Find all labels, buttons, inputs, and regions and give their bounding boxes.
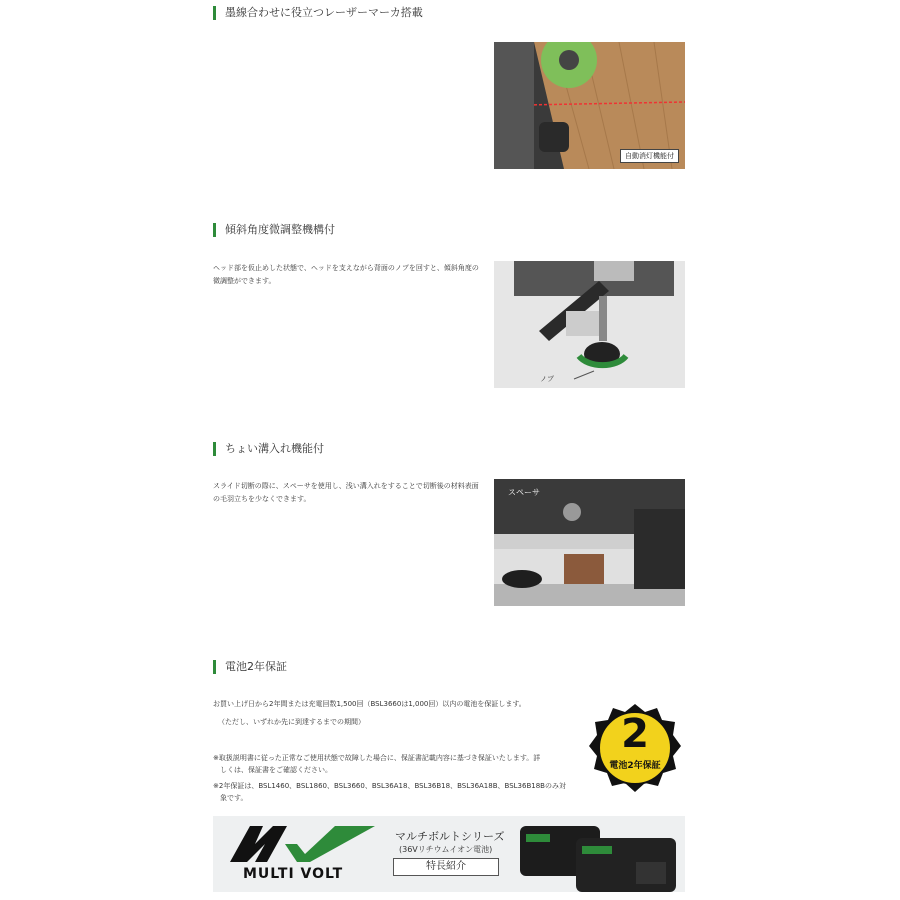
section-3-body: スライド切断の際に、スペーサを使用し、浅い溝入れをすることで切断後の材料表面の毛羽立ちを少なくできます。 (213, 482, 479, 503)
section-2-heading: 傾斜角度微調整機構付 (213, 223, 335, 237)
multi-volt-banner[interactable] (213, 816, 685, 892)
warranty-note-conditions-cont: しくは、保証書をご確認ください。 (220, 766, 332, 774)
section-4-heading: 電池2年保証 (213, 660, 287, 674)
warranty-body: お買い上げ日から2年間または充電回数1,500回（BSL3660は1,000回）以内の電池を保証します。 (213, 700, 526, 708)
battery-icon (516, 818, 684, 892)
section-2-body: ヘッド部を仮止めした状態で、ヘッドを支えながら背面のノブを回すと、傾斜角度の微調整ができます。 (213, 264, 479, 285)
warranty-note-models: ※2年保証は、BSL1460、BSL1860、BSL3660、BSL36A18、BSL36B18、BSL36A18B、BSL36B18Bのみ対 (213, 782, 566, 790)
warranty-note-period: （ただし、いずれか先に到達するまでの期間） (218, 718, 365, 726)
badge-number: 2 (621, 711, 649, 757)
banner-series-title: マルチボルトシリーズ (395, 830, 505, 843)
multi-volt-logo-icon (225, 824, 380, 864)
photo-caption-knob: ノブ (540, 375, 554, 383)
groove-cut-photo (494, 479, 685, 606)
photo-caption-spacer: スペーサ (508, 488, 540, 497)
banner-subtitle: (36Vリチウムイオン電池) (399, 845, 493, 854)
warranty-note-conditions: ※取扱説明書に従った正常なご使用状態で故障した場合に、保証書記載内容に基づき保証いたします。詳 (213, 754, 541, 762)
bevel-adjust-photo (494, 261, 685, 388)
photo-caption-auto-off: 自動消灯機能付 (620, 149, 679, 163)
features-button[interactable]: 特長紹介 (393, 858, 499, 876)
section-1-heading: 墨線合わせに役立つレーザーマーカ搭載 (213, 6, 423, 20)
badge-text: 電池2年保証 (609, 761, 661, 771)
multi-volt-logo-text: MULTI VOLT (243, 866, 344, 882)
laser-marker-photo (494, 42, 685, 169)
warranty-note-models-cont: 象です。 (220, 794, 248, 802)
section-3-heading: ちょい溝入れ機能付 (213, 442, 324, 456)
warranty-badge (587, 702, 683, 798)
